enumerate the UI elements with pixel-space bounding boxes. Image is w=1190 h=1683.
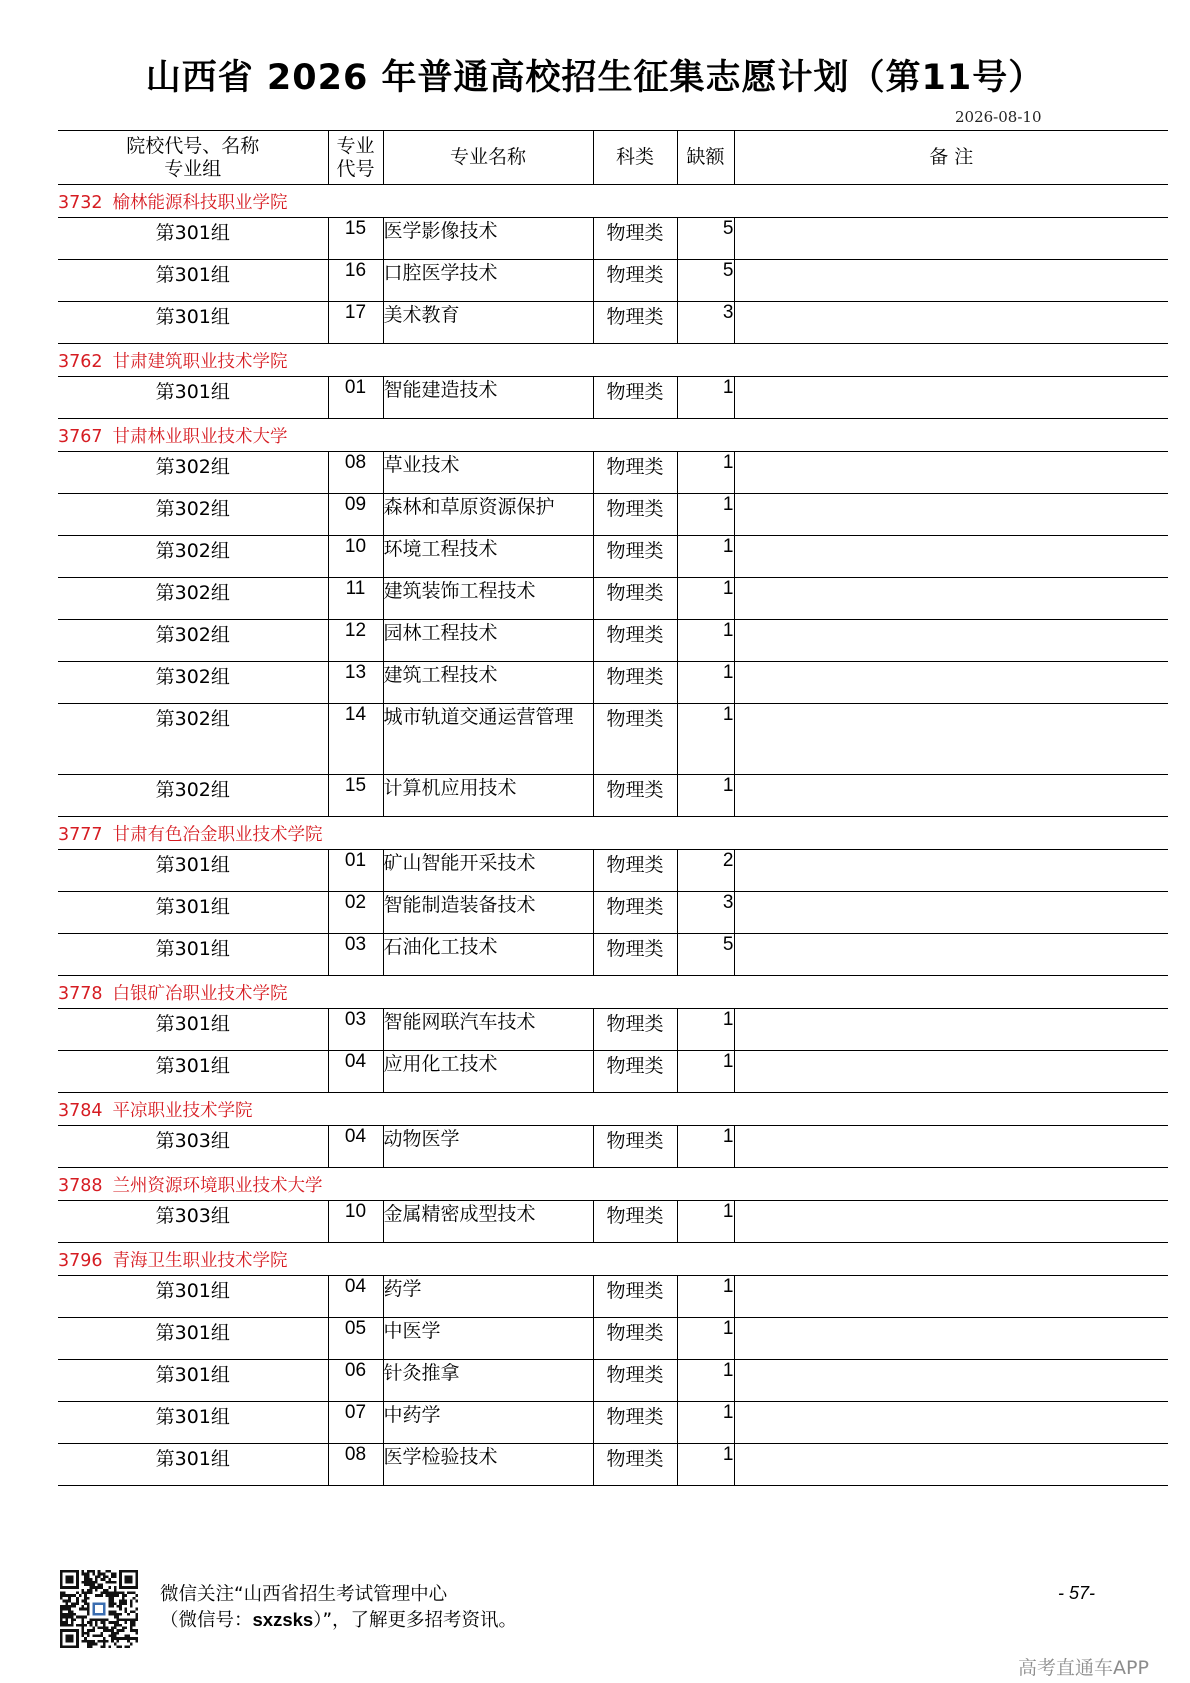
group-cell: 第301组 [58,1444,328,1486]
major-name-cell: 计算机应用技术 [383,775,593,817]
group-cell: 第303组 [58,1201,328,1243]
major-code-cell: 03 [328,1009,383,1051]
table-row [58,1201,1168,1243]
remark-cell [734,892,1168,934]
major-code-cell: 01 [328,850,383,892]
table-row [58,536,1168,578]
header-code-line1: 专业 [336,134,375,157]
category-cell: 物理类 [593,1009,677,1051]
table-row [58,704,1168,775]
category-cell: 物理类 [593,1051,677,1093]
school-id: 3796 [58,1250,103,1271]
qr-code-icon [60,1570,138,1648]
footer-line2 [160,1607,517,1633]
major-code-cell: 05 [328,1318,383,1360]
major-code-cell: 04 [328,1126,383,1168]
major-name-cell: 口腔医学技术 [383,260,593,302]
school-cell [58,1093,1168,1126]
page-number: - 57- [1058,1583,1096,1603]
quota-cell: 1 [677,704,734,775]
major-code-cell: 02 [328,892,383,934]
category-cell: 物理类 [593,704,677,775]
group-cell: 第302组 [58,452,328,494]
group-cell: 第301组 [58,218,328,260]
school-row [58,185,1168,218]
major-code-cell: 04 [328,1276,383,1318]
header-category: 科类 [593,131,677,185]
remark-cell [734,1009,1168,1051]
table-row [58,892,1168,934]
quota-cell: 5 [677,934,734,976]
quota-cell: 1 [677,578,734,620]
school-cell [58,817,1168,850]
header-quota: 缺额 [677,131,734,185]
category-cell: 物理类 [593,1360,677,1402]
major-code-cell: 07 [328,1402,383,1444]
issue-date: 2026-08-10 [955,108,1042,126]
school-name: 青海卫生职业技术学院 [112,1250,288,1271]
school-id: 3732 [58,192,103,213]
quota-cell: 3 [677,302,734,344]
category-cell: 物理类 [593,377,677,419]
major-code-cell: 11 [328,578,383,620]
table-row [58,1360,1168,1402]
table-row [58,1402,1168,1444]
remark-cell [734,536,1168,578]
major-name-cell: 智能制造装备技术 [383,892,593,934]
category-cell: 物理类 [593,302,677,344]
group-cell: 第302组 [58,662,328,704]
table-row [58,1126,1168,1168]
table-row [58,260,1168,302]
quota-cell: 1 [677,1276,734,1318]
school-cell [58,419,1168,452]
remark-cell [734,1402,1168,1444]
category-cell: 物理类 [593,850,677,892]
table-row [58,1318,1168,1360]
major-name-cell: 金属精密成型技术 [383,1201,593,1243]
remark-cell [734,1444,1168,1486]
remark-cell [734,452,1168,494]
school-name: 甘肃有色冶金职业技术学院 [112,824,323,845]
major-name-cell: 动物医学 [383,1126,593,1168]
major-name-cell: 应用化工技术 [383,1051,593,1093]
category-cell: 物理类 [593,1444,677,1486]
major-code-cell: 14 [328,704,383,775]
group-cell: 第301组 [58,1276,328,1318]
major-name-cell: 中医学 [383,1318,593,1360]
category-cell: 物理类 [593,1318,677,1360]
major-code-cell: 08 [328,452,383,494]
major-code-cell: 03 [328,934,383,976]
school-row [58,976,1168,1009]
table-row [58,302,1168,344]
quota-cell: 5 [677,260,734,302]
major-code-cell: 04 [328,1051,383,1093]
table-row [58,850,1168,892]
school-name: 甘肃林业职业技术大学 [112,426,288,447]
remark-cell [734,302,1168,344]
quota-cell: 3 [677,892,734,934]
watermark: 高考直通车APP [1018,1657,1149,1679]
school-row [58,1093,1168,1126]
major-name-cell: 城市轨道交通运营管理 [383,704,593,775]
school-name: 甘肃建筑职业技术学院 [112,351,288,372]
page-title: 山西省 2026 年普通高校招生征集志愿计划（第11号） [145,58,1045,98]
school-cell [58,1168,1168,1201]
school-cell [58,976,1168,1009]
major-name-cell: 矿山智能开采技术 [383,850,593,892]
table-row [58,1276,1168,1318]
group-cell: 第301组 [58,1009,328,1051]
category-cell: 物理类 [593,620,677,662]
major-code-cell: 15 [328,218,383,260]
table-row [58,494,1168,536]
footer-text [160,1582,517,1633]
major-name-cell: 草业技术 [383,452,593,494]
footer-line2-prefix: （微信号： [160,1610,253,1631]
school-cell [58,185,1168,218]
group-cell: 第301组 [58,302,328,344]
school-name: 白银矿冶职业技术学院 [112,983,288,1004]
major-code-cell: 15 [328,775,383,817]
group-cell: 第302组 [58,620,328,662]
wechat-id: sxzsks [252,1609,314,1630]
table-row [58,452,1168,494]
major-name-cell: 建筑装饰工程技术 [383,578,593,620]
school-id: 3777 [58,824,103,845]
quota-cell: 1 [677,536,734,578]
admission-plan-table [58,130,1168,1486]
group-cell: 第301组 [58,892,328,934]
major-code-cell: 06 [328,1360,383,1402]
category-cell: 物理类 [593,1201,677,1243]
major-name-cell: 针灸推拿 [383,1360,593,1402]
category-cell: 物理类 [593,218,677,260]
table-row [58,662,1168,704]
header-major-name: 专业名称 [383,131,593,185]
major-code-cell: 10 [328,536,383,578]
major-name-cell: 医学检验技术 [383,1444,593,1486]
school-row [58,1168,1168,1201]
category-cell: 物理类 [593,934,677,976]
quota-cell: 1 [677,1444,734,1486]
major-name-cell: 中药学 [383,1402,593,1444]
table-row [58,775,1168,817]
remark-cell [734,934,1168,976]
major-name-cell: 智能建造技术 [383,377,593,419]
school-row [58,1243,1168,1276]
category-cell: 物理类 [593,494,677,536]
school-name: 平凉职业技术学院 [112,1100,253,1121]
group-cell: 第301组 [58,934,328,976]
header-school-line1: 院校代号、名称 [126,134,260,157]
table-row [58,620,1168,662]
group-cell: 第302组 [58,775,328,817]
category-cell: 物理类 [593,775,677,817]
school-id: 3762 [58,351,103,372]
remark-cell [734,662,1168,704]
school-name: 兰州资源环境职业技术大学 [112,1175,323,1196]
quota-cell: 1 [677,775,734,817]
category-cell: 物理类 [593,578,677,620]
table-row [58,934,1168,976]
remark-cell [734,1318,1168,1360]
school-name: 榆林能源科技职业学院 [112,192,288,213]
major-name-cell: 药学 [383,1276,593,1318]
school-row [58,817,1168,850]
group-cell: 第303组 [58,1126,328,1168]
school-row [58,419,1168,452]
group-cell: 第302组 [58,704,328,775]
school-id: 3784 [58,1100,103,1121]
remark-cell [734,1276,1168,1318]
major-name-cell: 环境工程技术 [383,536,593,578]
group-cell: 第301组 [58,1360,328,1402]
major-name-cell: 石油化工技术 [383,934,593,976]
major-name-cell: 智能网联汽车技术 [383,1009,593,1051]
major-name-cell: 美术教育 [383,302,593,344]
major-name-cell: 森林和草原资源保护 [383,494,593,536]
quota-cell: 1 [677,1126,734,1168]
category-cell: 物理类 [593,536,677,578]
table-row [58,377,1168,419]
category-cell: 物理类 [593,1402,677,1444]
quota-cell: 1 [677,1402,734,1444]
major-code-cell: 13 [328,662,383,704]
quota-cell: 1 [677,1318,734,1360]
quota-cell: 2 [677,850,734,892]
group-cell: 第301组 [58,1318,328,1360]
category-cell: 物理类 [593,260,677,302]
remark-cell [734,1201,1168,1243]
major-code-cell: 12 [328,620,383,662]
remark-cell [734,377,1168,419]
school-id: 3778 [58,983,103,1004]
footer-line2-suffix: ）”，了解更多招考资讯。 [313,1610,518,1631]
quota-cell: 1 [677,1009,734,1051]
remark-cell [734,578,1168,620]
major-name-cell: 园林工程技术 [383,620,593,662]
category-cell: 物理类 [593,662,677,704]
table-header-row [58,131,1168,185]
remark-cell [734,850,1168,892]
group-cell: 第301组 [58,260,328,302]
major-code-cell: 10 [328,1201,383,1243]
category-cell: 物理类 [593,1126,677,1168]
remark-cell [734,1051,1168,1093]
table-body [58,185,1168,1486]
header-school-group [58,131,328,185]
group-cell: 第301组 [58,1402,328,1444]
table-row [58,578,1168,620]
category-cell: 物理类 [593,1276,677,1318]
group-cell: 第302组 [58,536,328,578]
remark-cell [734,1360,1168,1402]
school-id: 3788 [58,1175,103,1196]
remark-cell [734,494,1168,536]
header-major-code [328,131,383,185]
header-school-line2: 专业组 [164,157,222,180]
school-cell [58,344,1168,377]
group-cell: 第302组 [58,494,328,536]
header-code-line2: 代号 [336,157,375,180]
remark-cell [734,1126,1168,1168]
table-row [58,1009,1168,1051]
school-id: 3767 [58,426,103,447]
major-code-cell: 08 [328,1444,383,1486]
quota-cell: 1 [677,1360,734,1402]
major-code-cell: 17 [328,302,383,344]
quota-cell: 1 [677,1051,734,1093]
footer-line1: 微信关注“山西省招生考试管理中心 [160,1584,448,1605]
category-cell: 物理类 [593,452,677,494]
remark-cell [734,704,1168,775]
major-code-cell: 01 [328,377,383,419]
header-remarks: 备 注 [734,131,1168,185]
group-cell: 第301组 [58,1051,328,1093]
remark-cell [734,775,1168,817]
quota-cell: 1 [677,377,734,419]
quota-cell: 1 [677,1201,734,1243]
category-cell: 物理类 [593,892,677,934]
remark-cell [734,260,1168,302]
remark-cell [734,218,1168,260]
major-name-cell: 医学影像技术 [383,218,593,260]
major-name-cell: 建筑工程技术 [383,662,593,704]
quota-cell: 1 [677,452,734,494]
group-cell: 第302组 [58,578,328,620]
major-code-cell: 16 [328,260,383,302]
table-row [58,1444,1168,1486]
school-row [58,344,1168,377]
quota-cell: 1 [677,662,734,704]
quota-cell: 1 [677,494,734,536]
group-cell: 第301组 [58,377,328,419]
quota-cell: 1 [677,620,734,662]
group-cell: 第301组 [58,850,328,892]
table-row [58,218,1168,260]
remark-cell [734,620,1168,662]
table-row [58,1051,1168,1093]
major-code-cell: 09 [328,494,383,536]
quota-cell: 5 [677,218,734,260]
school-cell [58,1243,1168,1276]
